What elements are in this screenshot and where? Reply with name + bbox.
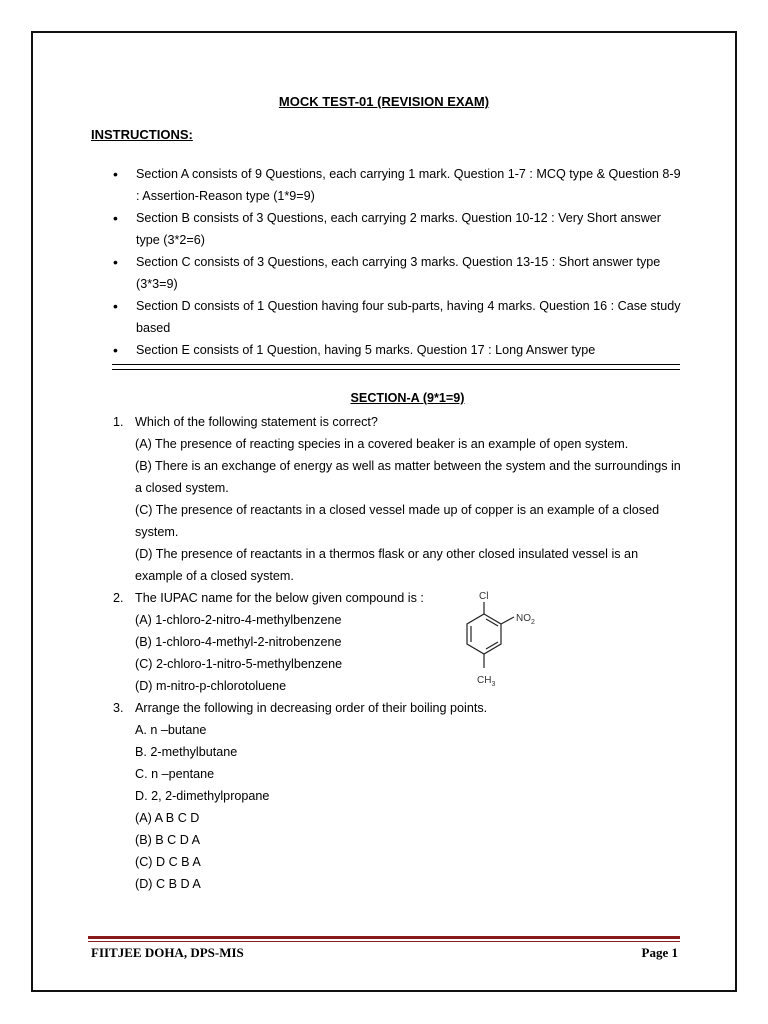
nitro-label-sub: 2 xyxy=(531,619,535,626)
option: (A) 1-chloro-2-nitro-4-methylbenzene xyxy=(135,613,342,627)
footer-rule-thin xyxy=(88,941,680,942)
footer-institution: FIITJEE DOHA, DPS-MIS xyxy=(91,945,244,960)
instruction-item: • Section E consists of 1 Question, having 5 marks. Question 17 : Long Answer type xyxy=(113,339,683,361)
instruction-item: • Section C consists of 3 Questions, each carrying 3 marks. Question 13-15 : Short answer type (3*3=9) xyxy=(113,251,683,295)
instructions-list xyxy=(113,163,683,361)
option: (D) The presence of reactants in a thermos flask or any other closed insulated vessel is an example of a closed system. xyxy=(135,547,639,583)
question-2 xyxy=(113,587,683,697)
questions-list xyxy=(113,411,683,895)
question-number: 1. xyxy=(113,415,124,429)
double-divider xyxy=(112,364,680,370)
option: (A) A B C D xyxy=(135,811,200,825)
option: B. 2-methylbutane xyxy=(135,745,238,759)
option: (D) m-nitro-p-chlorotoluene xyxy=(135,679,287,693)
option: C. n –pentane xyxy=(135,767,215,781)
page-number: Page 1 xyxy=(641,945,678,960)
nitro-label xyxy=(516,613,535,626)
nitro-label-main: NO xyxy=(516,613,531,624)
instructions-heading: INSTRUCTIONS: xyxy=(91,127,193,142)
methyl-label-sub: 3 xyxy=(491,681,496,688)
question-text: The IUPAC name for the below given compound is : xyxy=(135,591,424,605)
question-number: 3. xyxy=(113,701,124,715)
option: (D) C B D A xyxy=(135,877,201,891)
chlorine-label: Cl xyxy=(479,591,489,602)
page-title: MOCK TEST-01 (REVISION EXAM) xyxy=(278,94,490,109)
question-number: 2. xyxy=(113,591,124,605)
option: A. n –butane xyxy=(135,723,207,737)
instruction-item: • Section A consists of 9 Questions, each carrying 1 mark. Question 1-7 : MCQ type & Question 8-9 : Assertion-Reason type (1*9=9) xyxy=(113,163,683,207)
instruction-item: • Section D consists of 1 Question having four sub-parts, having 4 marks. Question 16 : Case study based xyxy=(113,295,683,339)
question-3 xyxy=(113,697,683,895)
benzene-ring xyxy=(467,602,514,668)
question-text: Arrange the following in decreasing order of their boiling points. xyxy=(135,701,488,715)
option: (B) B C D A xyxy=(135,833,201,847)
question-text: Which of the following statement is correct? xyxy=(135,415,378,429)
option: (C) The presence of reactants in a closed vessel made up of copper is an example of a closed system. xyxy=(135,503,660,539)
chemical-structure xyxy=(450,586,546,696)
methyl-label-main: CH xyxy=(477,675,492,686)
methyl-label xyxy=(477,675,495,688)
instruction-item: • Section B consists of 3 Questions, each carrying 2 marks. Question 10-12 : Very Short answer type (3*2=6) xyxy=(113,207,683,251)
option: (A) The presence of reacting species in a covered beaker is an example of open system. xyxy=(135,437,629,451)
footer-rule xyxy=(88,936,680,939)
question-1 xyxy=(113,411,683,587)
option: (C) 2-chloro-1-nitro-5-methylbenzene xyxy=(135,657,343,671)
section-a-heading: SECTION-A (9*1=9) xyxy=(350,391,465,405)
option: D. 2, 2-dimethylpropane xyxy=(135,789,270,803)
option: (B) There is an exchange of energy as well as matter between the system and the surroundings in a closed system. xyxy=(135,459,681,495)
option: (B) 1-chloro-4-methyl-2-nitrobenzene xyxy=(135,635,342,649)
option: (C) D C B A xyxy=(135,855,201,869)
